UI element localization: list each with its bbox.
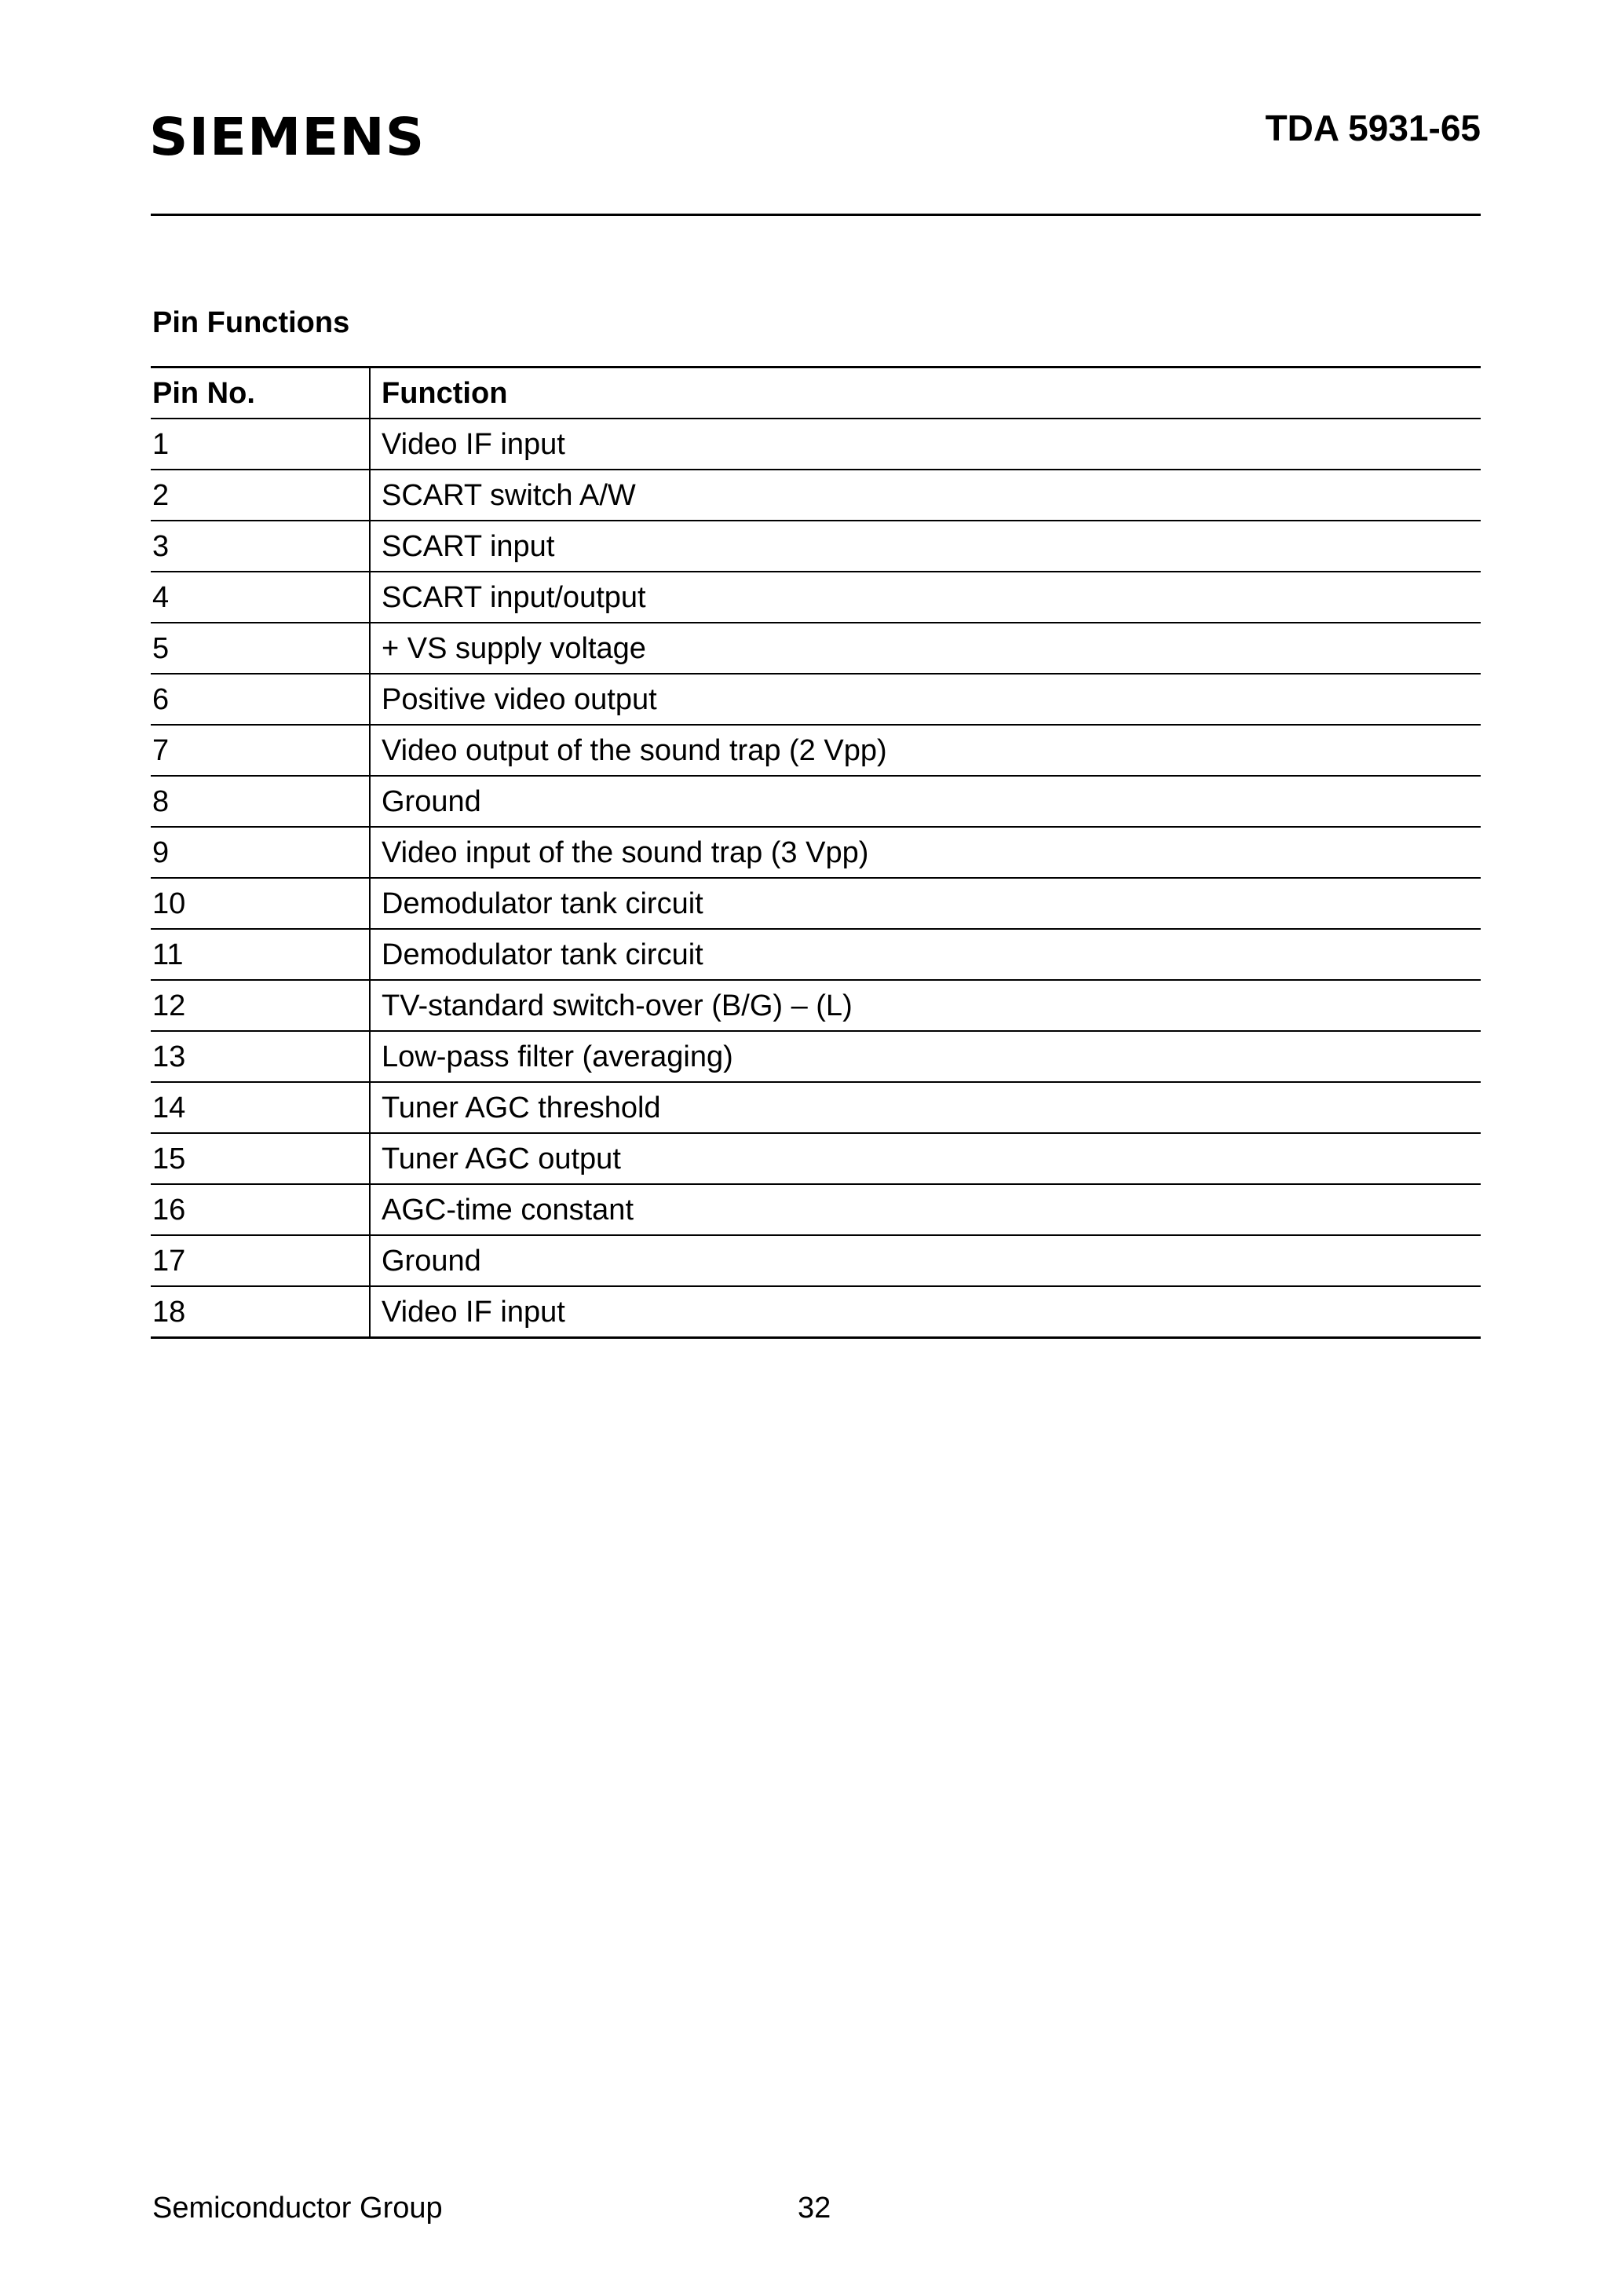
table-row [151, 1082, 1481, 1133]
table-row [151, 1184, 1481, 1235]
pin-number: 4 [151, 572, 370, 623]
pin-function: Video output of the sound trap (2 Vpp) [370, 725, 1481, 776]
pin-function: Demodulator tank circuit [370, 878, 1481, 929]
pin-function: Video IF input [370, 419, 1481, 470]
pin-number: 6 [151, 674, 370, 725]
table-header-row [151, 367, 1481, 419]
table-row [151, 1133, 1481, 1184]
pin-function: TV-standard switch-over (B/G) – (L) [370, 980, 1481, 1031]
table-row [151, 878, 1481, 929]
header-divider [151, 214, 1481, 216]
pin-function: Positive video output [370, 674, 1481, 725]
pin-number: 12 [151, 980, 370, 1031]
pin-number: 7 [151, 725, 370, 776]
table-row [151, 1031, 1481, 1082]
pin-number: 11 [151, 929, 370, 980]
section-title: Pin Functions [152, 306, 350, 339]
table-row [151, 827, 1481, 878]
page-number: 32 [798, 2192, 831, 2225]
pin-number: 5 [151, 623, 370, 674]
pin-function: Demodulator tank circuit [370, 929, 1481, 980]
pin-number: 2 [151, 470, 370, 521]
pin-function: Tuner AGC threshold [370, 1082, 1481, 1133]
pin-number: 9 [151, 827, 370, 878]
pin-function: SCART input [370, 521, 1481, 572]
table-row [151, 572, 1481, 623]
pin-function: Video input of the sound trap (3 Vpp) [370, 827, 1481, 878]
table-row [151, 470, 1481, 521]
pin-number: 16 [151, 1184, 370, 1235]
pin-function: + VS supply voltage [370, 623, 1481, 674]
pin-number: 1 [151, 419, 370, 470]
pin-number: 18 [151, 1286, 370, 1338]
table-row [151, 623, 1481, 674]
pin-function: Tuner AGC output [370, 1133, 1481, 1184]
table-row [151, 980, 1481, 1031]
table-row [151, 521, 1481, 572]
pin-function: AGC-time constant [370, 1184, 1481, 1235]
pin-functions-table [151, 366, 1481, 1339]
table-row [151, 929, 1481, 980]
pin-number: 14 [151, 1082, 370, 1133]
column-header-pin: Pin No. [151, 367, 370, 419]
footer-publisher: Semiconductor Group [152, 2192, 443, 2225]
table-row [151, 776, 1481, 827]
pin-number: 8 [151, 776, 370, 827]
table-row [151, 1286, 1481, 1338]
column-header-function: Function [370, 367, 1481, 419]
pin-function: SCART input/output [370, 572, 1481, 623]
table-row [151, 419, 1481, 470]
pin-function: Ground [370, 776, 1481, 827]
table-row [151, 725, 1481, 776]
siemens-logo: SIEMENS [149, 107, 426, 167]
pin-number: 13 [151, 1031, 370, 1082]
pin-function: Ground [370, 1235, 1481, 1286]
document-id: TDA 5931-65 [1265, 108, 1481, 148]
table-row [151, 674, 1481, 725]
pin-function: SCART switch A/W [370, 470, 1481, 521]
pin-number: 15 [151, 1133, 370, 1184]
table-row [151, 1235, 1481, 1286]
pin-function: Low-pass filter (averaging) [370, 1031, 1481, 1082]
pin-function: Video IF input [370, 1286, 1481, 1338]
pin-number: 17 [151, 1235, 370, 1286]
pin-number: 3 [151, 521, 370, 572]
pin-number: 10 [151, 878, 370, 929]
